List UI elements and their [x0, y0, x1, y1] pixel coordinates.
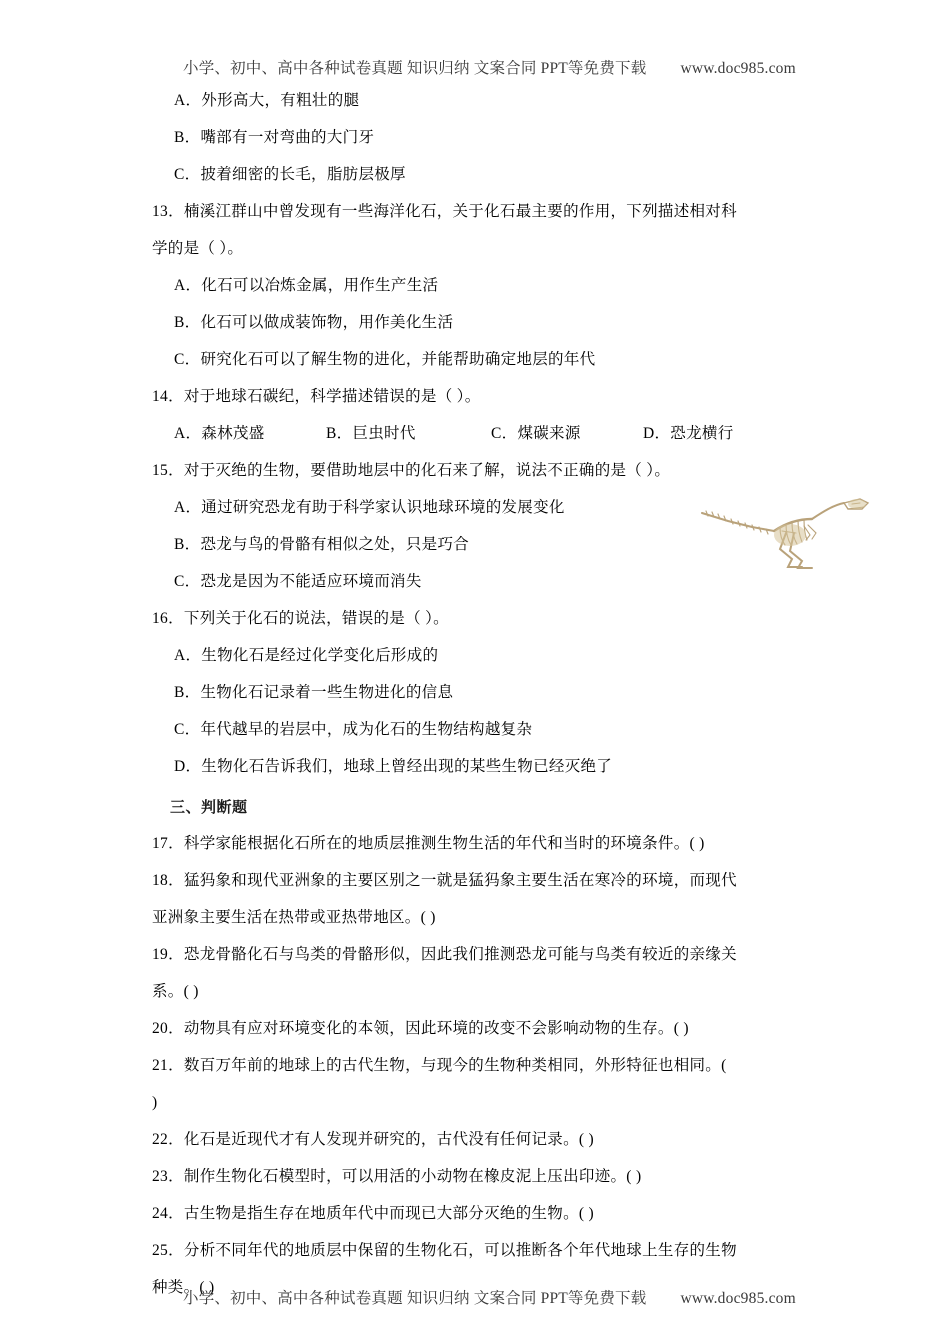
option-12-c: C．披着细密的长毛，脂肪层极厚	[174, 166, 406, 183]
option-13-a: A．化石可以冶炼金属，用作生产生活	[174, 277, 439, 294]
question-21-line1: 21．数百万年前的地球上的古代生物，与现今的生物种类相同，外形特征也相同。(	[152, 1057, 727, 1074]
question-14-options	[152, 415, 798, 452]
question-19-line1: 19．恐龙骨骼化石与鸟类的骨骼形似，因此我们推测恐龙可能与鸟类有较近的亲缘关	[152, 946, 737, 963]
option-14-a: A．森林茂盛	[174, 425, 265, 442]
document-body	[152, 82, 798, 1306]
option-15-b: B．恐龙与鸟的骨骼有相似之处，只是巧合	[174, 536, 470, 553]
question-16: 16．下列关于化石的说法，错误的是（ ）。	[152, 610, 449, 627]
option-12-b: B．嘴部有一对弯曲的大门牙	[174, 129, 375, 146]
question-25-line2: 种类。( )	[152, 1279, 215, 1296]
option-15-a: A．通过研究恐龙有助于科学家认识地球环境的发展变化	[174, 499, 565, 516]
option-16-d: D．生物化石告诉我们，地球上曾经出现的某些生物已经灭绝了	[174, 758, 613, 775]
option-12-a: A．外形高大，有粗壮的腿	[174, 92, 360, 109]
question-17: 17．科学家能根据化石所在的地质层推测生物生活的年代和当时的环境条件。( )	[152, 835, 705, 852]
option-13-c: C．研究化石可以了解生物的进化，并能帮助确定地层的年代	[174, 351, 596, 368]
header-url: www.doc985.com	[680, 60, 796, 77]
question-15: 15．对于灭绝的生物，要借助地层中的化石来了解，说法不正确的是（ ）。	[152, 462, 671, 479]
option-14-d: D．恐龙横行	[643, 425, 734, 442]
option-15-c: C．恐龙是因为不能适应环境而消失	[174, 573, 422, 590]
option-14-b: B．巨虫时代	[326, 425, 416, 442]
question-21-line2: )	[152, 1094, 158, 1111]
footer-url: www.doc985.com	[680, 1290, 796, 1307]
option-16-c: C．年代越早的岩层中，成为化石的生物结构越复杂	[174, 721, 533, 738]
option-13-b: B．化石可以做成装饰物，用作美化生活	[174, 314, 454, 331]
question-18-line1: 18．猛犸象和现代亚洲象的主要区别之一就是猛犸象主要生活在寒冷的环境，而现代	[152, 872, 737, 889]
page-header	[183, 56, 796, 78]
option-14-c: C．煤碳来源	[491, 425, 581, 442]
option-16-b: B．生物化石记录着一些生物进化的信息	[174, 684, 454, 701]
footer-note-text: 小学、初中、高中各种试卷真题 知识归纳 文案合同 PPT等免费下载	[183, 1290, 647, 1307]
question-22: 22．化石是近现代才有人发现并研究的，古代没有任何记录。( )	[152, 1131, 594, 1148]
question-14: 14．对于地球石碳纪，科学描述错误的是（ ）。	[152, 388, 481, 405]
page-footer	[183, 1286, 796, 1308]
question-23: 23．制作生物化石模型时，可以用活的小动物在橡皮泥上压出印迹。( )	[152, 1168, 642, 1185]
question-13-line2: 学的是（ ）。	[152, 240, 244, 257]
question-25-line1: 25．分析不同年代的地质层中保留的生物化石，可以推断各个年代地球上生存的生物	[152, 1242, 737, 1259]
question-20: 20．动物具有应对环境变化的本领，因此环境的改变不会影响动物的生存。( )	[152, 1020, 689, 1037]
dinosaur-skeleton-image	[700, 493, 872, 571]
header-note-text: 小学、初中、高中各种试卷真题 知识归纳 文案合同 PPT等免费下载	[183, 60, 647, 77]
question-24: 24．古生物是指生存在地质年代中而现已大部分灭绝的生物。( )	[152, 1205, 594, 1222]
option-16-a: A．生物化石是经过化学变化后形成的	[174, 647, 439, 664]
question-13-line1: 13．楠溪江群山中曾发现有一些海洋化石，关于化石最主要的作用，下列描述相对科	[152, 203, 737, 220]
question-18-line2: 亚洲象主要生活在热带或亚热带地区。( )	[152, 909, 436, 926]
section-heading-3: 三、判断题	[170, 799, 248, 816]
question-19-line2: 系。( )	[152, 983, 199, 1000]
